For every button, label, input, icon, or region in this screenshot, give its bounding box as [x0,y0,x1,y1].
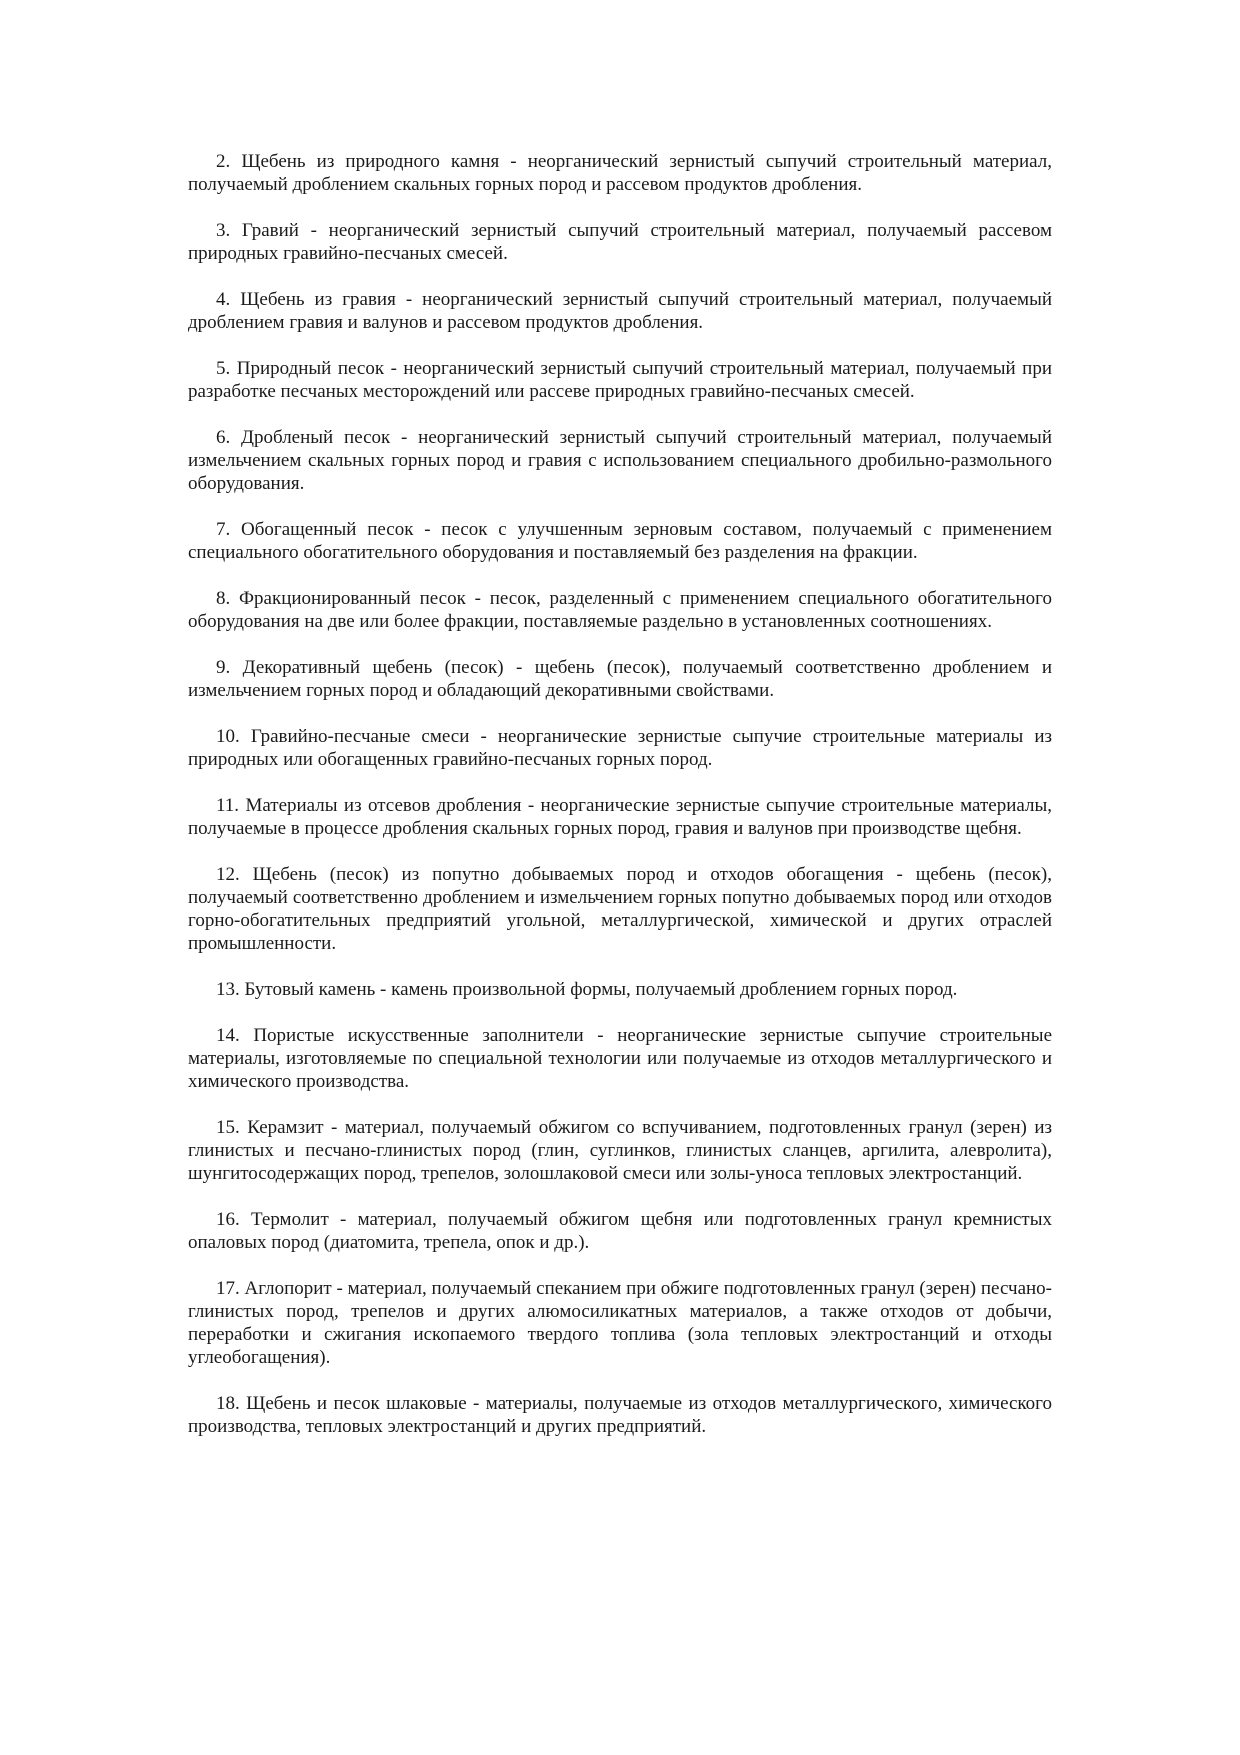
definition-paragraph-18: 18. Щебень и песок шлаковые - материалы, получаемые из отходов металлургического, химического производства, тепловых электростанций и других предприятий. [188,1393,1052,1437]
definition-paragraph-16: 16. Термолит - материал, получаемый обжигом щебня или подготовленных гранул кремнистых опаловых пород (диатомита, трепела, опок и др.). [188,1209,1052,1253]
definition-paragraph-6: 6. Дробленый песок - неорганический зернистый сыпучий строительный материал, получаемый измельчением скальных горных пород и гравия с использованием специального дробильно-размольного оборудования. [188,427,1052,494]
definition-paragraph-12: 12. Щебень (песок) из попутно добываемых пород и отходов обогащения - щебень (песок), получаемый соответственно дроблением и измельчением горных попутно добываемых пород или отходов горно-обогатительных предприятий угольной, металлургической, химической и других отраслей промышленности. [188,864,1052,954]
definition-paragraph-8: 8. Фракционированный песок - песок, разделенный с применением специального обогатительного оборудования на две или более фракции, поставляемые раздельно в установленных соотношениях. [188,588,1052,632]
definition-paragraph-14: 14. Пористые искусственные заполнители - неорганические зернистые сыпучие строительные материалы, изготовляемые по специальной технологии или получаемые из отходов металлургического и химического производства. [188,1025,1052,1092]
definition-paragraph-5: 5. Природный песок - неорганический зернистый сыпучий строительный материал, получаемый при разработке песчаных месторождений или рассеве природных гравийно-песчаных смесей. [188,358,1052,402]
definition-paragraph-17: 17. Аглопорит - материал, получаемый спеканием при обжиге подготовленных гранул (зерен) песчано-глинистых пород, трепелов и других алюмосиликатных материалов, а также отходов от добычи, переработки и сжигания ископаемого твердого топлива (зола тепловых электростанций и отходы углеобогащения). [188,1278,1052,1368]
document-page [188,150,1052,1461]
definition-paragraph-7: 7. Обогащенный песок - песок с улучшенным зерновым составом, получаемый с применением специального обогатительного оборудования и поставляемый без разделения на фракции. [188,519,1052,563]
definition-paragraph-4: 4. Щебень из гравия - неорганический зернистый сыпучий строительный материал, получаемый дроблением гравия и валунов и рассевом продуктов дробления. [188,289,1052,333]
definition-paragraph-11: 11. Материалы из отсевов дробления - неорганические зернистые сыпучие строительные материалы, получаемые в процессе дробления скальных горных пород, гравия и валунов при производстве щебня. [188,795,1052,839]
definition-paragraph-13: 13. Бутовый камень - камень произвольной формы, получаемый дроблением горных пород. [216,979,958,1000]
definition-paragraph-15: 15. Керамзит - материал, получаемый обжигом со вспучиванием, подготовленных гранул (зерен) из глинистых и песчано-глинистых пород (глин, суглинков, глинистых сланцев, аргилита, алевролита), шунгитосодержащих пород, трепелов, золошлаковой смеси или золы-уноса тепловых электростанций. [188,1117,1052,1184]
definition-paragraph-3: 3. Гравий - неорганический зернистый сыпучий строительный материал, получаемый рассевом природных гравийно-песчаных смесей. [188,220,1052,264]
definition-paragraph-9: 9. Декоративный щебень (песок) - щебень (песок), получаемый соответственно дроблением и измельчением горных пород и обладающий декоративными свойствами. [188,657,1052,701]
definition-paragraph-2: 2. Щебень из природного камня - неорганический зернистый сыпучий строительный материал, получаемый дроблением скальных горных пород и рассевом продуктов дробления. [188,151,1052,195]
definition-paragraph-10: 10. Гравийно-песчаные смеси - неорганические зернистые сыпучие строительные материалы из природных или обогащенных гравийно-песчаных горных пород. [188,726,1052,770]
